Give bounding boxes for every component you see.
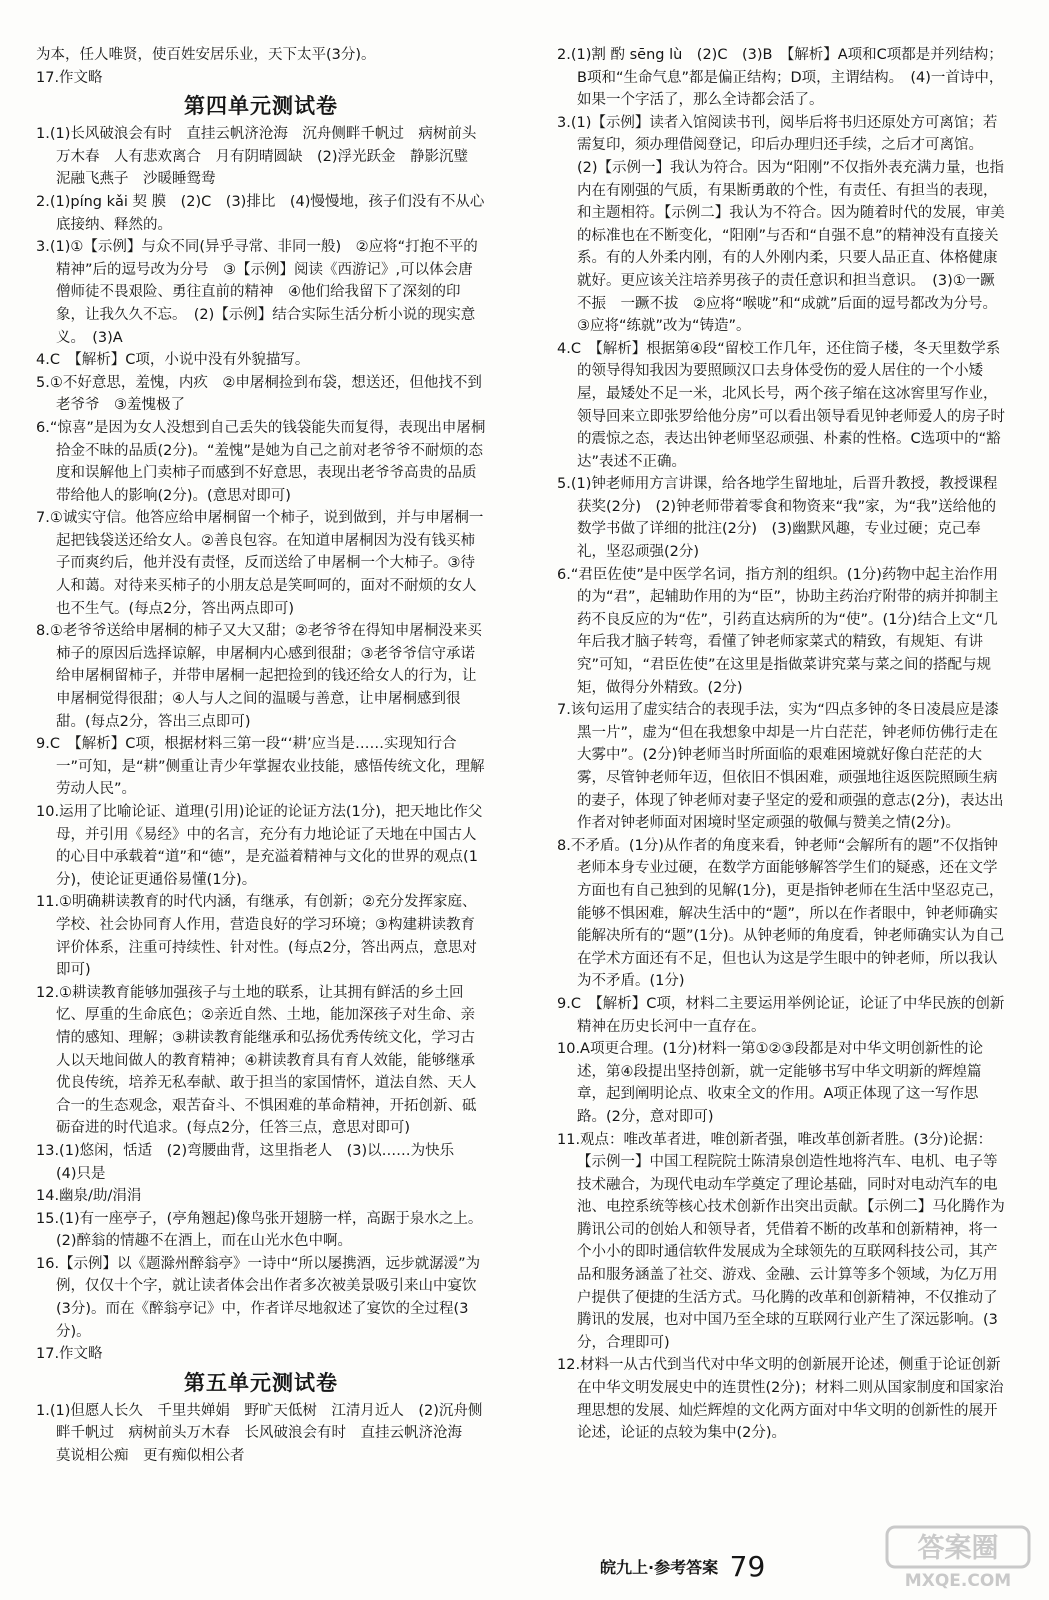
answer-item: 2.(1)píng kǎi 契 膜 (2)C (3)排比 (4)慢慢地，孩子们没有不从心底接纳、释然的。 — [36, 193, 485, 233]
answer-item: 17.作文略 — [36, 69, 103, 86]
answer-item: 11.观点：唯改革者进，唯创新者强，唯改革创新者胜。(3分)论据：【示例一】中国工程院院士陈清泉创造性地将汽车、电机、电子等技术融合，为现代电动车学奠定了理论基础，同时对电动汽车的电池、电控系统等核心技术创新作出突出贡献。【示例二】马化腾作为腾讯公司的创始人和领导者，凭借着不断的改革和创新精神，将一个小小的即时通信软件发展成为全球领先的互联网科技公司，其产品和服务涵盖了社交、游戏、金融、云计算等多个领域，为亿万用户提供了便捷的生活方式。马化腾的改革和创新精神，不仅推动了腾讯的发展，也对中国乃至全球的互联网行业产生了深远影响。(3分，合理即可) — [557, 1131, 1005, 1351]
answer-item: 5.①不好意思，羞愧，内疚 ②申屠桐捡到布袋，想送还，但他找不到老爷爷 ③羞愧极了 — [36, 374, 482, 414]
answer-item: 4.C 【解析】根据第④段“留校工作几年，还住筒子楼，冬天里数学系的领导得知我因为要照顾汉口去身体受伤的爱人居住的一个小矮屋，最矮处不足一米，北风长号，两个孩子缩在这冰窖里写作业，领导回来立即张罗给他分房”可以看出领导看见钟老师爱人的房子时的震惊之态，表达出钟老师坚忍顽强、朴素的性格。C选项中的“豁达”表述不正确。 — [557, 340, 1006, 470]
answer-item: 3.(1)【示例】读者入馆阅读书刊，阅毕后将书归还原处方可离馆；若需复印，须办理借阅登记，印后办理归还手续，之后才可离馆。 (2)【示例一】我认为符合。因为“阳刚”不仅指外表充满力量，也指内在有刚强的气质，有果断勇敢的个性，有责任、有担当的表现，和主题相符。【示例二】我认为不符合。因为随着时代的发展，审美的标准也在不断变化，“阳刚”与否和“自强不息”的精神没有直接关系。有的人外柔内刚，有的人外刚内柔，只要人品正直、体格健康就好。更应该关注培养男孩子的责任意识和担当意识。 (3)①一蹶不振 一蹶不拔 ②应将“喉咙”和“成就”后面的逗号都改为分号。 ③应将“练就”改为“铸造”。 — [557, 114, 1005, 335]
watermark-url: MXQE.COM — [904, 1571, 1012, 1591]
left-column — [36, 44, 490, 1468]
answer-item: 5.(1)钟老师用方言讲课，给各地学生留地址，后晋升教授，教授课程获奖(2分) (2)钟老师带着零食和物资来“我”家，为“我”送给他的数学书做了详细的批注(2分) (3)幽默风趣，专业过硬；克己奉礼，坚忍顽强(2分) — [557, 476, 998, 561]
answer-item: 为本，任人唯贤，使百姓安居乐业，天下太平(3分)。 — [36, 47, 376, 63]
answer-item: 15.(1)有一座亭子，(亭角翘起)像鸟张开翅膀一样，高踞于泉水之上。 (2)醉翁的情趣不在酒上，而在山光水色中啊。 — [36, 1210, 490, 1250]
right-column — [557, 44, 1007, 1445]
answer-item: 16.【示例】以《题滁州醉翁亭》一诗中“所以屡携酒，远步就潺湲”为例，仅仅十个字，就让读者体会出作者多次被美景吸引来山中宴饮(3分)。而在《醉翁亭记》中，作者详尽地叙述了宴饮的全过程(3分)。 — [36, 1255, 481, 1340]
answer-item: 1.(1)长风破浪会有时 直挂云帆济沧海 沉舟侧畔千帆过 病树前头万木春 人有悲欢离合 月有阴晴圆缺 (2)浮光跃金 静影沉璧 泥融飞燕子 沙暖睡鸳鸯 — [36, 126, 483, 188]
answer-item: 6.“惊喜”是因为女人没想到自己丢失的钱袋能失而复得，表现出申屠桐拾金不昧的品质(2分)。“羞愧”是她为自己之前对老爷爷不耐烦的态度和误解他上门卖柿子而感到不好意思，表现出老爷爷高贵的品质带给他人的影响(2分)。(意思对即可) — [36, 419, 486, 504]
answer-item: 13.(1)悠闲，恬适 (2)弯腰曲背，这里指老人 (3)以……为快乐 (4)只是 — [36, 1142, 469, 1182]
answer-item: 9.C 【解析】C项，根据材料三第一段“‘耕’应当是……实现知行合一”可知，是“耕”侧重让青少年掌握农业技能，感悟传统文化，理解劳动人民”。 — [36, 736, 485, 798]
answer-item: 12.①耕读教育能够加强孩子与土地的联系，让其拥有鲜活的乡土回忆、厚重的生命底色；②亲近自然、土地，能加深孩子对生命、亲情的感知、理解；③耕读教育能继承和弘扬优秀传统文化，学习古人以天地间做人的教育精神；④耕读教育具有育人效能，能够继承优良传统，培养无私奉献、敢于担当的家国情怀，道法自然、天人合一的生态观念，艰苦奋斗、不惧困难的革命精神，开拓创新、砥砺奋进的时代追求。(每点2分，任答三点，意思对即可) — [36, 984, 477, 1137]
footer-label: 皖九上·参考答案 — [600, 1558, 719, 1577]
answer-item: 7.该句运用了虚实结合的表现手法，实为“四点多钟的冬日凌晨应是漆黑一片”，虚为“但在我想象中却是一片白茫茫，钟老师仿佛行走在大雾中”。(2分)钟老师当时所面临的艰难困境就好像白茫茫的大雾，尽管钟老师年迈，但依旧不惧困难，顽强地往返医院照顾生病的妻子，体现了钟老师对妻子坚定的爱和顽强的意志(2分)，表达出作者对钟老师面对困境时坚定顽强的敬佩与赞美之情(2分)。 — [557, 702, 1004, 832]
answer-item: 7.①诚实守信。他答应给申屠桐留一个柿子，说到做到，并与申屠桐一起把钱袋送还给女人。②善良包容。在知道申屠桐因为没有钱买柿子而爽约后，他并没有责怪，反而送给了申屠桐一个大柿子。③待人和蔼。对待来买柿子的小朋友总是笑呵呵的，面对不耐烦的女人也不生气。(每点2分，答出两点即可) — [36, 510, 484, 617]
answer-item: 17.作文略 — [36, 1346, 103, 1363]
answer-item: 4.C 【解析】C项，小说中没有外貌描写。 — [36, 352, 310, 369]
watermark-title: 答案圈 — [917, 1533, 999, 1564]
section-heading: 第五单元测试卷 — [184, 1370, 338, 1395]
answer-item: 9.C 【解析】C项，材料二主要运用举例论证，论证了中华民族的创新精神在历史长河中一直存在。 — [557, 995, 1005, 1035]
answer-item: 10.A项更合理。(1分)材料一第①②③段都是对中华文明创新性的论述，第④段提出坚持创新，就一定能够书写中华文明新的辉煌篇章，起到阐明论点、收束全文的作用。A项正体现了这一写作思路。(2分，意对即可) — [557, 1041, 984, 1125]
answer-item: 14.幽泉/助/涓涓 — [36, 1188, 142, 1205]
answer-item: 3.(1)①【示例】与众不同(异乎寻常、非同一般) ②应将“打抱不平的精神”后的逗号改为分号 ③【示例】阅读《西游记》,可以体会唐僧师徒不畏艰险、勇往直前的精神 ④他们给我留下了深刻的印象，让我久久不忘。 (2)【示例】结合实际生活分析小说的现实意义。 (3)A — [36, 239, 478, 346]
page-footer — [600, 1550, 765, 1583]
section-heading: 第四单元测试卷 — [184, 94, 338, 119]
answer-item: 2.(1)割 酌 sēng lù (2)C (3)B 【解析】A项和C项都是并列结构；B项和“生命气息”都是偏正结构；D项，主谓结构。 (4)一首诗中，如果一个字活了，那么全诗都会活了。 — [557, 47, 1004, 109]
answer-item: 6.“君臣佐使”是中医学名词，指方剂的组织。(1分)药物中起主治作用的为“君”，起辅助作用的为“臣”，协助主药治疗附带的病并抑制主药不良反应的为“佐”，引药直达病所的为“使”。(1分)结合上文“几年后我才脑子转弯，看懂了钟老师家菜式的精致，有规矩、有讲究”可知，“君臣佐使”在这里是指做菜讲究菜与菜之间的搭配与规矩，做得分外精致。(2分) — [557, 566, 999, 696]
page-number: 79 — [729, 1550, 766, 1583]
answer-item: 10.运用了比喻论证、道理(引用)论证的论证方法(1分)，把天地比作父母，并引用《易经》中的名言，充分有力地论证了天地在中国古人的心目中承载着“道”和“德”，是充溢着精神与文化的世界的观点(1分)，使论证更通俗易懂(1分)。 — [36, 804, 483, 888]
answer-item: 12.材料一从古代到当代对中华文明的创新展开论述，侧重于论证创新在中华文明发展史中的连贯性(2分)；材料二则从国家制度和国家治理思想的发展、灿烂辉煌的文化两方面对中华文明的创新性的展开论述，论证的点较为集中(2分)。 — [557, 1357, 1004, 1442]
answer-item: 8.不矛盾。(1分)从作者的角度来看，钟老师“会解所有的题”不仅指钟老师本身专业过硬，在数学方面能够解答学生们的疑惑，还在文学方面也有自己独到的见解(1分)，更是指钟老师在生活中坚忍克己，能够不惧困难，解决生活中的“题”，所以在作者眼中，钟老师确实能解决所有的“题”(1分)。从钟老师的角度看，钟老师确实认为自己在学术方面还有不足，但也认为这是学生眼中的钟老师，所以我认为不矛盾。(1分) — [557, 837, 1005, 990]
watermark-logo — [883, 1524, 1033, 1592]
answer-item: 1.(1)但愿人长久 千里共婵娟 野旷天低树 江清月近人 (2)沉舟侧畔千帆过 病树前头万木春 长风破浪会有时 直挂云帆济沧海 莫说相公痴 更有痴似相公者 — [36, 1402, 483, 1465]
answer-item: 11.①明确耕读教育的时代内涵，有继承，有创新；②充分发挥家庭、学校、社会协同育人作用，营造良好的学习环境；③构建耕读教育评价体系，注重可持续性、针对性。(每点2分，答出两点，意思对即可) — [36, 894, 477, 979]
answer-item: 8.①老爷爷送给申屠桐的柿子又大又甜；②老爷爷在得知申屠桐没来买柿子的原因后选择谅解，申屠桐内心感到很甜；③老爷爷信守承诺给申屠桐留柿子，并带申屠桐一起把捡到的钱还给女人的行为，让申屠桐觉得很甜；④人与人之间的温暖与善意，让申屠桐感到很甜。(每点2分，答出三点即可) — [36, 623, 482, 730]
